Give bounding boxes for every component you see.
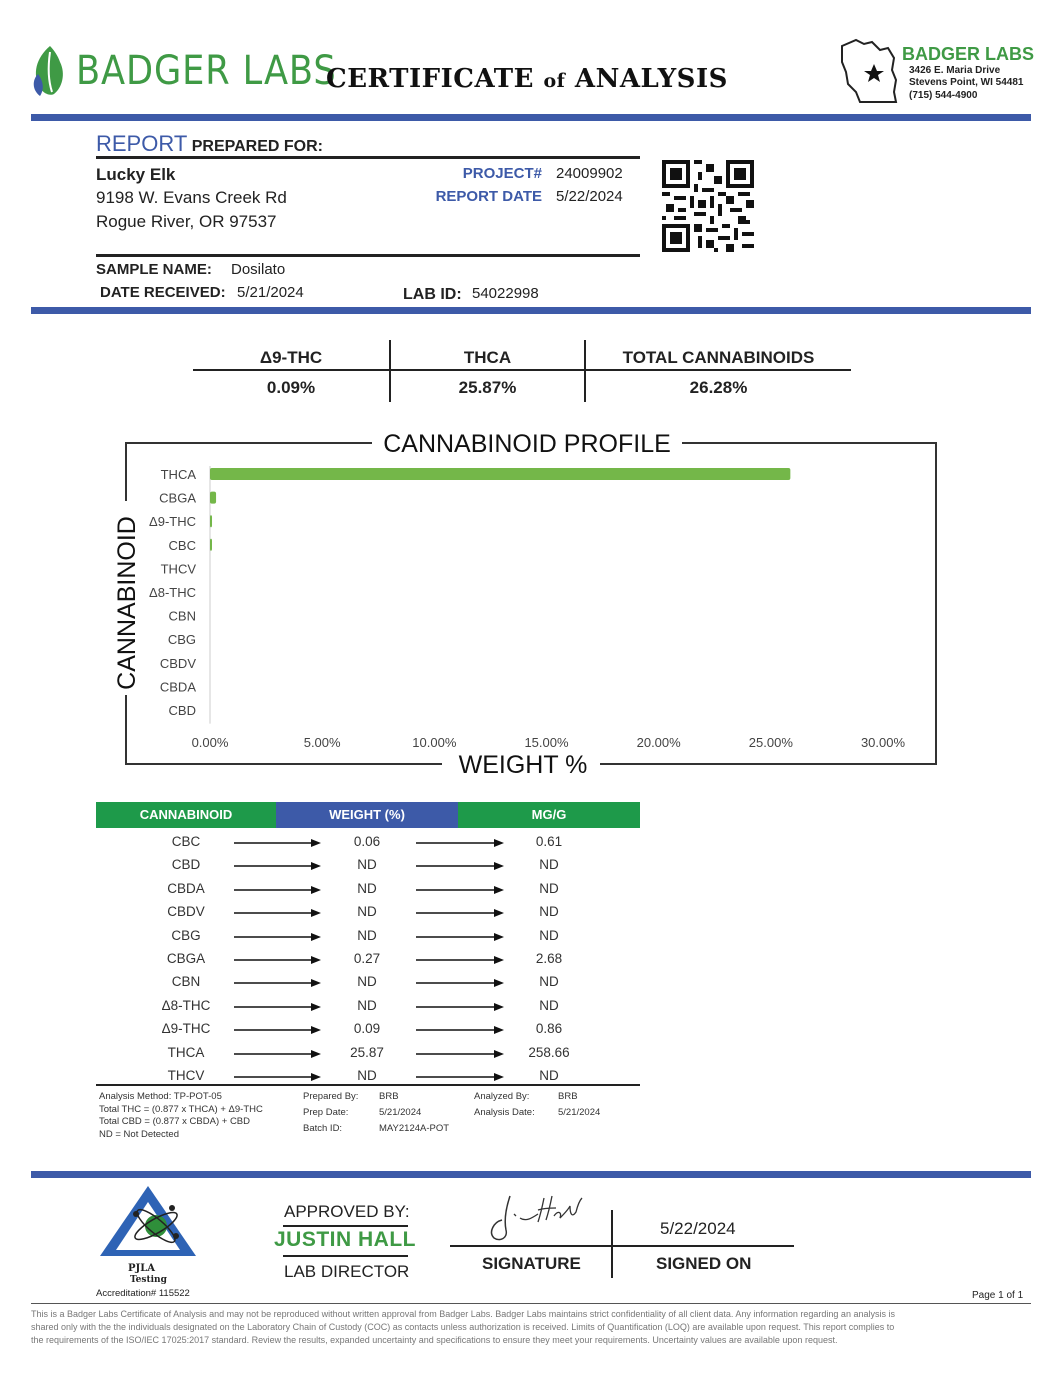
badger-labs-logo xyxy=(30,44,372,98)
cell-cannabinoid: CBG xyxy=(171,927,201,943)
cell-mgg: 0.86 xyxy=(535,1021,563,1037)
chart-category-label: CBGA xyxy=(159,490,196,506)
arrow-icon xyxy=(234,885,322,895)
chart-x-tick-label: 0.00% xyxy=(191,735,229,750)
total-cbd-formula: Total CBD = (0.877 x CBDA) + CBD xyxy=(99,1116,250,1127)
chart-category-label: CBDV xyxy=(159,655,196,671)
table-header-weight: WEIGHT (%) xyxy=(276,802,458,828)
arrow-icon xyxy=(416,885,505,895)
cell-cannabinoid: CBDA xyxy=(167,880,205,896)
cell-cannabinoid: THCV xyxy=(167,1068,205,1083)
leaf-icon xyxy=(30,44,68,98)
chart-category-label: Δ9-THC xyxy=(149,514,196,530)
title-certificate: CERTIFICATE xyxy=(326,64,534,94)
cell-mgg: ND xyxy=(539,880,559,896)
cell-cannabinoid: Δ8-THC xyxy=(161,997,211,1013)
cell-mgg: 258.66 xyxy=(528,1044,570,1060)
signature-divider xyxy=(611,1210,613,1278)
table-row xyxy=(96,924,640,947)
analysis-date-value: 5/21/2024 xyxy=(558,1107,601,1118)
chart-x-tick-label: 25.00% xyxy=(748,735,793,750)
arrow-icon xyxy=(416,1072,505,1082)
cell-cannabinoid: CBN xyxy=(171,974,201,990)
disclaimer-rule xyxy=(31,1303,1031,1304)
chart-bar xyxy=(210,468,790,480)
arrow-icon xyxy=(416,932,505,942)
chart-frame-border xyxy=(126,443,936,764)
brand-name: BADGER LABS xyxy=(76,48,337,94)
arrow-icon xyxy=(416,1002,505,1012)
summary-value-thca: 25.87% xyxy=(458,378,517,397)
arrow-icon xyxy=(234,1025,322,1035)
cell-weight: ND xyxy=(357,880,377,896)
pjla-text: PJLA xyxy=(128,1263,156,1274)
analyzed-by-label: Analyzed By: xyxy=(474,1091,530,1102)
accreditation-number: Accreditation# 115522 xyxy=(96,1288,190,1299)
table-header-cannabinoid: CANNABINOID xyxy=(96,802,276,828)
summary-label-total: TOTAL CANNABINOIDS xyxy=(622,348,815,367)
arrow-icon xyxy=(234,838,322,848)
table-bottom-rule xyxy=(96,1084,640,1086)
chart-category-label: CBG xyxy=(167,632,196,648)
analysis-date-label: Analysis Date: xyxy=(474,1107,535,1118)
cell-mgg: 2.68 xyxy=(535,951,563,966)
report-heading-small: PREPARED FOR: xyxy=(191,138,323,155)
arrow-icon xyxy=(234,1072,322,1082)
chart-category-label: CBD xyxy=(168,703,196,718)
report-divider xyxy=(31,307,1031,314)
arrow-icon xyxy=(416,978,505,988)
chart-category-label: THCA xyxy=(160,467,196,482)
chart-x-tick-label: 10.00% xyxy=(412,735,457,750)
header-divider xyxy=(31,114,1031,121)
chart-x-tick-label: 20.00% xyxy=(636,735,681,750)
approver-role: LAB DIRECTOR xyxy=(284,1262,410,1281)
table-row xyxy=(96,1017,640,1040)
arrow-icon xyxy=(416,861,505,871)
title-of: of xyxy=(543,70,566,92)
chart-category-label: CBN xyxy=(168,608,196,624)
date-received-value: 5/21/2024 xyxy=(237,284,304,301)
date-received-label: DATE RECEIVED: xyxy=(100,284,226,301)
chart-category-label: CBC xyxy=(168,537,196,553)
cell-weight: ND xyxy=(357,1068,377,1083)
chart-category-label: CBDA xyxy=(159,679,196,695)
report-heading-big: REPORT xyxy=(96,131,188,156)
prep-date-label: Prep Date: xyxy=(303,1107,349,1118)
arrow-icon xyxy=(234,861,322,871)
lab-address-2: Stevens Point, WI 54481 xyxy=(909,77,1024,88)
chart-x-tick-label: 15.00% xyxy=(524,735,569,750)
cannabinoid-profile-chart xyxy=(100,425,960,785)
wisconsin-map-icon xyxy=(838,36,904,106)
sample-name-label: SAMPLE NAME: xyxy=(96,261,212,278)
cell-cannabinoid: Δ9-THC xyxy=(161,1021,211,1037)
client-name: Lucky Elk xyxy=(96,165,176,184)
table-row xyxy=(96,877,640,900)
signature-image xyxy=(480,1188,600,1246)
arrow-icon xyxy=(416,838,505,848)
page-number: Page 1 of 1 xyxy=(972,1290,1024,1301)
arrow-icon xyxy=(416,955,505,965)
project-value: 24009902 xyxy=(556,165,623,182)
cell-weight: ND xyxy=(357,857,377,873)
arrow-icon xyxy=(234,932,322,942)
summary-value-total: 26.28% xyxy=(689,378,748,397)
arrow-icon xyxy=(234,955,322,965)
title-analysis: ANALYSIS xyxy=(574,64,728,94)
prepared-by-value: BRB xyxy=(379,1091,399,1102)
disclaimer-line-2: shared only with the the individuals designated on the Laboratory Chain of Custody (COC) as contacts unless authorization is received. Limits of Quantification (LOQ) are available upon request. This report complies to xyxy=(31,1322,895,1332)
footer-divider xyxy=(31,1171,1031,1178)
prepared-by-label: Prepared By: xyxy=(303,1091,359,1102)
analysis-method: Analysis Method: TP-POT-05 xyxy=(99,1091,222,1102)
nd-note: ND = Not Detected xyxy=(99,1129,179,1140)
arrow-icon xyxy=(416,908,505,918)
cell-cannabinoid: THCA xyxy=(167,1044,205,1060)
client-address-1: 9198 W. Evans Creek Rd xyxy=(96,188,287,207)
table-row xyxy=(96,900,640,923)
sample-name-value: Dosilato xyxy=(231,261,286,278)
total-thc-formula: Total THC = (0.877 x THCA) + Δ9-THC xyxy=(99,1104,263,1115)
cell-mgg: ND xyxy=(539,974,559,990)
cell-mgg: ND xyxy=(539,997,559,1013)
cell-mgg: ND xyxy=(539,904,559,920)
cell-cannabinoid: CBGA xyxy=(166,951,206,966)
cell-mgg: ND xyxy=(539,1068,559,1083)
chart-bar xyxy=(210,492,216,504)
prep-date-value: 5/21/2024 xyxy=(379,1107,422,1118)
cell-weight: ND xyxy=(357,904,377,920)
disclaimer-line-1: This is a Badger Labs Certificate of Analysis and may not be reproduced without written approval from Badger Labs. Badger Labs maintains strict confidentiality of all client data. Any information regarding an analysis is xyxy=(31,1309,895,1319)
chart-x-tick-label: 30.00% xyxy=(860,735,906,750)
table-row xyxy=(96,994,640,1017)
cell-weight: 25.87 xyxy=(350,1044,384,1060)
signed-on-label: SIGNED ON xyxy=(656,1254,752,1273)
summary-value-d9thc: 0.09% xyxy=(266,378,316,397)
cell-weight: 0.06 xyxy=(353,834,381,849)
pjla-logo-icon xyxy=(98,1184,198,1264)
table-row xyxy=(96,1041,640,1064)
chart-bar xyxy=(210,515,212,527)
disclaimer-line-3: the requirements of the ISO/IEC 17025:2017 standard. Review the results, expanded uncertainty and specifications to ensure they meet your requirements. Uncertainty values are available upon request. xyxy=(31,1335,838,1345)
chart-y-axis-label: CANNABINOID xyxy=(113,516,141,690)
table-row xyxy=(96,830,640,853)
report-rule-bottom xyxy=(96,254,640,257)
client-address-2: Rogue River, OR 97537 xyxy=(96,212,277,231)
pjla-testing: Testing xyxy=(130,1275,167,1285)
lab-phone: (715) 544-4900 xyxy=(909,90,978,101)
arrow-icon xyxy=(234,978,322,988)
cell-mgg: ND xyxy=(539,857,559,873)
cell-cannabinoid: CBDV xyxy=(167,904,205,920)
approver-name: JUSTIN HALL xyxy=(274,1228,416,1251)
table-row xyxy=(96,970,640,993)
report-date-label: REPORT DATE xyxy=(435,188,542,205)
chart-category-label: Δ8-THC xyxy=(149,585,196,600)
cell-cannabinoid: CBD xyxy=(171,857,201,873)
batch-id-value: MAY2124A-POT xyxy=(379,1123,450,1134)
report-heading xyxy=(96,131,323,157)
signature-label: SIGNATURE xyxy=(482,1254,581,1273)
qr-code-icon xyxy=(662,160,754,252)
lab-address-1: 3426 E. Maria Drive xyxy=(909,65,1001,76)
summary-label-thca: THCA xyxy=(463,348,512,367)
signed-date: 5/22/2024 xyxy=(660,1219,736,1238)
chart-x-axis-label: WEIGHT % xyxy=(458,751,588,779)
cell-weight: ND xyxy=(357,927,377,943)
document-title xyxy=(326,64,728,94)
report-rule-top xyxy=(96,156,640,159)
signature-rule xyxy=(450,1245,794,1247)
cell-weight: ND xyxy=(357,974,377,990)
lab-name: BADGER LABS xyxy=(902,44,1035,64)
cell-mgg: 0.61 xyxy=(535,834,563,849)
cell-weight: 0.09 xyxy=(353,1021,381,1037)
arrow-icon xyxy=(234,1002,322,1012)
analyzed-by-value: BRB xyxy=(558,1091,578,1102)
arrow-icon xyxy=(234,1049,322,1059)
cell-weight: 0.27 xyxy=(353,951,381,966)
arrow-icon xyxy=(234,908,322,918)
table-row xyxy=(96,853,640,876)
report-date-value: 5/22/2024 xyxy=(556,188,623,205)
lab-id-value: 54022998 xyxy=(472,285,539,302)
summary-label-d9thc: Δ9-THC xyxy=(259,348,323,367)
table-row xyxy=(96,947,640,970)
summary-table xyxy=(193,340,851,402)
table-header-mgg: MG/G xyxy=(458,802,640,828)
chart-category-label: THCV xyxy=(160,561,196,577)
project-label: PROJECT# xyxy=(462,165,542,182)
batch-id-label: Batch ID: xyxy=(303,1123,343,1134)
arrow-icon xyxy=(416,1049,505,1059)
arrow-icon xyxy=(416,1025,505,1035)
cell-weight: ND xyxy=(357,997,377,1013)
chart-x-tick-label: 5.00% xyxy=(303,735,341,750)
summary-rule xyxy=(193,369,851,371)
chart-bar xyxy=(210,539,212,551)
lab-id-label: LAB ID: xyxy=(403,286,462,303)
approved-by-label: APPROVED BY: xyxy=(284,1202,410,1221)
chart-title: CANNABINOID PROFILE xyxy=(383,430,671,458)
cell-mgg: ND xyxy=(539,927,559,943)
approved-rule-1 xyxy=(283,1225,408,1227)
cell-cannabinoid: CBC xyxy=(171,834,201,849)
approved-rule-2 xyxy=(283,1255,408,1257)
